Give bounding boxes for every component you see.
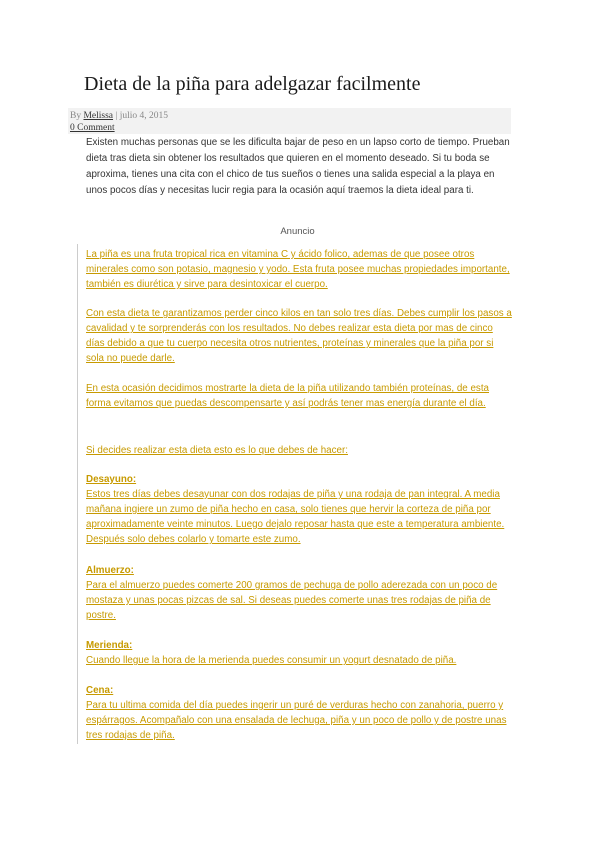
desayuno-text: Estos tres días debes desayunar con dos rodajas de piña y una rodaja de pan integral. A media mañana ingiere un zumo de piña hecho en casa, solo tienes que hervir la corteza de piña por aproximadamente veinte minutos. Luego dejalo reposar hasta que este a temperatura ambiente. Después solo debes colarlo y tomarte este zumo. (86, 489, 505, 545)
quote-paragraph-1[interactable]: La piña es una fruta tropical rica en vitamina C y ácido folico, ademas de que posee otros minerales como son potasio, magnesio y yodo. Esta fruta posee muchas propiedades importante, también es diurética y sirve para desintoxicar el cuerpo. (86, 249, 510, 290)
comments-link[interactable]: 0 Comment (70, 123, 115, 133)
author-link[interactable]: Melissa (83, 111, 114, 121)
intro-paragraph: Existen muchas personas que se les dificulta bajar de peso en un lapso corto de tiempo. Prueban dieta tras dieta sin obtener los resultados que quieren en el momento deseado. Si tu boda se aproxima, tienes una cita con el chico de tus sueños o tienes una salida especial a la playa en unos pocos días y necesitas lucir regia para la ocasión aquí traemos la dieta ideal para ti. (86, 137, 510, 196)
cena-heading: Cena: (86, 685, 114, 696)
cena-text: Para tu ultima comida del día puedes ingerir un puré de verduras hecho con zanahoria, puerro y espárragos. Acompañalo con una ensalada de lechuga, piña y un poco de pollo y de postre unas tres rodajas de piña. (86, 700, 507, 741)
merienda-text: Cuando llegue la hora de la merienda puedes consumir un yogurt desnatado de piña. (86, 655, 457, 666)
desayuno-section[interactable] (86, 472, 514, 547)
almuerzo-section[interactable] (86, 563, 514, 623)
post-date: julio 4, 2015 (119, 111, 168, 121)
merienda-heading: Merienda: (86, 640, 133, 651)
post-meta (70, 110, 168, 122)
merienda-section[interactable] (86, 638, 514, 668)
desayuno-heading: Desayuno: (86, 474, 137, 485)
quote-paragraph-4[interactable]: Si decides realizar esta dieta esto es lo que debes de hacer: (86, 445, 348, 456)
by-label: By (70, 111, 82, 121)
article-title: Dieta de la piña para adelgazar facilmente (84, 73, 421, 95)
diet-blockquote (77, 244, 515, 744)
quote-paragraph-3[interactable]: En esta ocasión decidimos mostrarte la dieta de la piña utilizando también proteínas, de esta forma evitamos que puedas descompensarte y así podrás tener mas energía durante el día. (86, 383, 489, 409)
almuerzo-heading: Almuerzo: (86, 565, 134, 576)
meta-separator: | (115, 111, 118, 121)
cena-section[interactable] (86, 683, 514, 743)
ad-label: Anuncio (280, 226, 315, 237)
quote-paragraph-2[interactable]: Con esta dieta te garantizamos perder cinco kilos en tan solo tres días. Debes cumplir los pasos a cavalidad y te sorprenderás con los resultados. No debes realizar esta dieta por mas de cinco días debido a que tu cuerpo necesita otros nutrientes, proteínas y minerales que la piña por si sola no puede darle. (86, 308, 512, 364)
almuerzo-text: Para el almuerzo puedes comerte 200 gramos de pechuga de pollo aderezada con un poco de mostaza y unas pocas pizcas de sal. Si deseas puedes comerte unas tres rodajas de piña de postre. (86, 580, 498, 621)
